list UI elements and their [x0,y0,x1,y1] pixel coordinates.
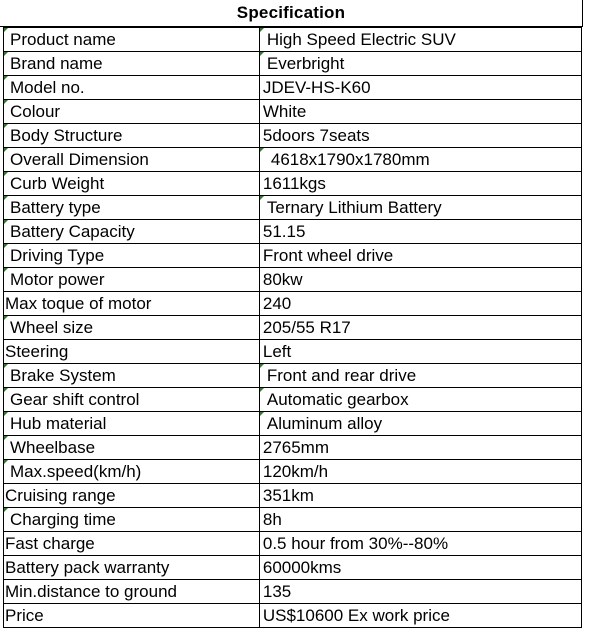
cell-marker [4,28,8,32]
label-cell[interactable]: Motor power [4,268,260,292]
table-row [4,268,582,292]
cell-marker [4,268,8,272]
table-title: Specification [236,3,346,22]
label-cell[interactable]: Wheelbase [4,436,260,460]
value-cell[interactable]: 205/55 R17 [259,316,581,340]
value-cell[interactable]: Everbright [259,52,581,76]
table-row [4,364,582,388]
table-row [4,460,582,484]
table-row [4,316,582,340]
label-cell[interactable]: Battery Capacity [4,220,260,244]
value-cell[interactable]: 135 [259,580,581,604]
cell-marker [4,124,8,128]
label-cell[interactable]: Max.speed(km/h) [4,460,260,484]
label-cell[interactable]: Fast charge [4,532,260,556]
value-cell[interactable]: Aluminum alloy [259,412,581,436]
cell-marker [4,196,8,200]
label-cell[interactable]: Charging time [4,508,260,532]
table-row [4,100,582,124]
table-row [4,76,582,100]
table-row [4,580,582,604]
table-row [4,340,582,364]
cell-marker [4,460,8,464]
cell-marker [4,172,8,176]
table-row [4,412,582,436]
table-row [4,532,582,556]
label-cell[interactable]: Price [4,604,260,628]
value-cell[interactable]: 5doors 7seats [259,124,581,148]
value-cell[interactable]: 80kw [259,268,581,292]
value-cell[interactable]: White [259,100,581,124]
cell-marker [4,364,8,368]
cell-marker [260,364,264,368]
table-row [4,244,582,268]
cell-marker [260,28,264,32]
cell-marker [260,388,264,392]
value-cell[interactable]: 60000kms [259,556,581,580]
cell-marker [4,220,8,224]
table-row [4,124,582,148]
value-cell[interactable]: 8h [259,508,581,532]
label-cell[interactable]: Max toque of motor [4,292,260,316]
cell-marker [4,316,8,320]
value-cell[interactable]: 351km [259,484,581,508]
table-row [4,604,582,628]
cell-marker [4,244,8,248]
value-cell[interactable]: 1611kgs [259,172,581,196]
table-row [4,388,582,412]
value-cell[interactable]: US$10600 Ex work price [259,604,581,628]
value-cell[interactable]: High Speed Electric SUV [259,28,581,52]
label-cell[interactable]: Battery type [4,196,260,220]
cell-marker [4,76,8,80]
label-cell[interactable]: Battery pack warranty [4,556,260,580]
label-cell[interactable]: Steering [4,340,260,364]
table-row [4,484,582,508]
table-row [4,196,582,220]
label-cell[interactable]: Min.distance to ground [4,580,260,604]
table-row [4,292,582,316]
table-row [4,508,582,532]
table-row [4,220,582,244]
value-cell[interactable]: 0.5 hour from 30%--80% [259,532,581,556]
label-cell[interactable]: Colour [4,100,260,124]
table-row [4,52,582,76]
value-cell[interactable]: JDEV-HS-K60 [259,76,581,100]
cell-marker [260,52,264,56]
table-row [4,28,582,52]
table-row [4,172,582,196]
table-row [4,436,582,460]
cell-marker [260,148,264,152]
spec-table [3,27,582,628]
label-cell[interactable]: Gear shift control [4,388,260,412]
label-cell[interactable]: Brand name [4,52,260,76]
table-row [4,556,582,580]
cell-marker [4,148,8,152]
label-cell[interactable]: Model no. [4,76,260,100]
label-cell[interactable]: Product name [4,28,260,52]
cell-marker [4,388,8,392]
cell-marker [4,436,8,440]
label-cell[interactable]: Curb Weight [4,172,260,196]
cell-marker [260,412,264,416]
label-cell[interactable]: Overall Dimension [4,148,260,172]
label-cell[interactable]: Driving Type [4,244,260,268]
label-cell[interactable]: Body Structure [4,124,260,148]
cell-marker [4,412,8,416]
label-cell[interactable]: Wheel size [4,316,260,340]
cell-marker [260,196,264,200]
value-cell[interactable]: Front wheel drive [259,244,581,268]
label-cell[interactable]: Cruising range [4,484,260,508]
title-row [0,0,583,27]
value-cell[interactable]: 2765mm [259,436,581,460]
value-cell[interactable]: 51.15 [259,220,581,244]
label-cell[interactable]: Brake System [4,364,260,388]
value-cell[interactable]: Automatic gearbox [259,388,581,412]
cell-marker [4,100,8,104]
value-cell[interactable]: 4618x1790x1780mm [259,148,581,172]
table-row [4,148,582,172]
value-cell[interactable]: 240 [259,292,581,316]
cell-marker [4,52,8,56]
cell-marker [4,508,8,512]
value-cell[interactable]: 120km/h [259,460,581,484]
value-cell[interactable]: Front and rear drive [259,364,581,388]
value-cell[interactable]: Left [259,340,581,364]
label-cell[interactable]: Hub material [4,412,260,436]
value-cell[interactable]: Ternary Lithium Battery [259,196,581,220]
